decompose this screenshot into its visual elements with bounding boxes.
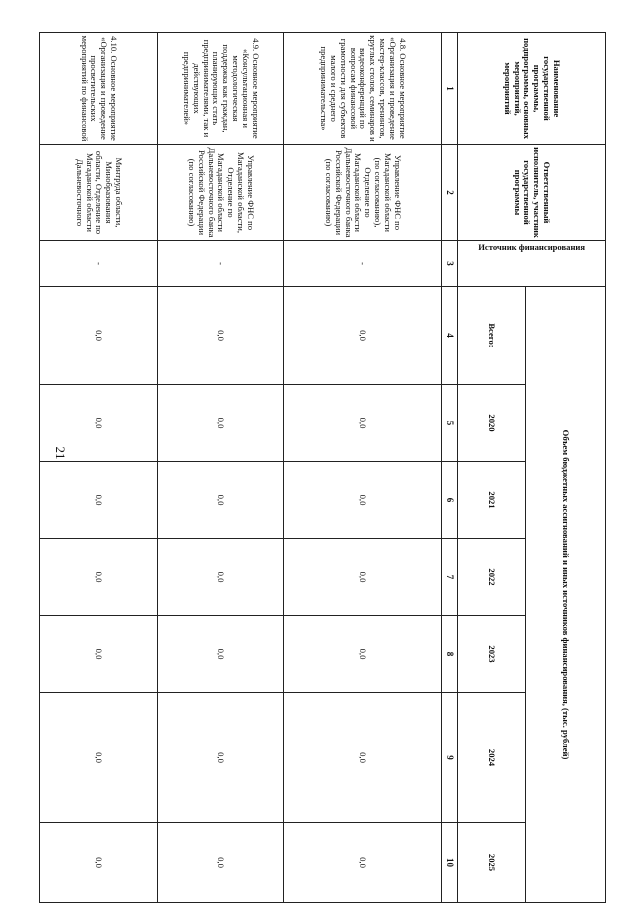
- value-2022: 0,0: [158, 539, 284, 616]
- value-2024: 0,0: [284, 693, 442, 823]
- page-number: 21: [53, 446, 68, 460]
- value-2025: 0,0: [40, 823, 158, 903]
- value-2023: 0,0: [284, 616, 442, 693]
- header-year-2022: 2022: [458, 539, 526, 616]
- header-year-total: Всего:: [458, 287, 526, 385]
- col-index: 1: [442, 33, 458, 145]
- row-executor: Управление ФНС по Магаданской области, Отделение по Магаданской области Дальневосточного банка Российской Федерации (по согласованию): [158, 145, 284, 241]
- value-2020: 0,0: [284, 385, 442, 462]
- col-index: 9: [442, 693, 458, 823]
- header-source-label: Источник финансирования: [478, 242, 585, 252]
- col-index: 5: [442, 385, 458, 462]
- value-2022: 0,0: [284, 539, 442, 616]
- row-source: -: [40, 241, 158, 287]
- col-index: 7: [442, 539, 458, 616]
- value-total: 0,0: [284, 287, 442, 385]
- rotated-table-container: [40, 32, 606, 902]
- row-name: 4.9. Основное мероприятие «Консультационная и методологическая поддержка как граждан, планирующих стать предпринимателями, так и действующих предпринимателей»: [158, 33, 284, 145]
- value-2023: 0,0: [158, 616, 284, 693]
- row-source: -: [158, 241, 284, 287]
- header-executor: Ответственный исполнитель, участник государственной программы: [458, 145, 606, 241]
- value-2021: 0,0: [40, 462, 158, 539]
- header-year-2025: 2025: [458, 823, 526, 903]
- column-index-row: [442, 33, 458, 903]
- value-2025: 0,0: [284, 823, 442, 903]
- value-total: 0,0: [40, 287, 158, 385]
- col-index: 2: [442, 145, 458, 241]
- col-index: 4: [442, 287, 458, 385]
- table-row: [158, 33, 284, 903]
- header-year-2020: 2020: [458, 385, 526, 462]
- value-total: 0,0: [158, 287, 284, 385]
- row-source: -: [284, 241, 442, 287]
- value-2024: 0,0: [158, 693, 284, 823]
- value-2022: 0,0: [40, 539, 158, 616]
- financing-table: [39, 32, 606, 903]
- header-name: Наименование государственной программы, подпрограммы, основных мероприятий, мероприятий: [458, 33, 606, 145]
- header-funding-group: Объем бюджетных ассигнований и иных источников финансирования, (тыс. рублей): [526, 287, 606, 903]
- col-index: 3: [442, 241, 458, 287]
- value-2021: 0,0: [284, 462, 442, 539]
- header-year-2024: 2024: [458, 693, 526, 823]
- value-2021: 0,0: [158, 462, 284, 539]
- header-source: [458, 241, 606, 287]
- row-executor: Минтруда области, Минобразования области, Отделение по Магаданской области Дальневосточного: [40, 145, 158, 241]
- col-index: 8: [442, 616, 458, 693]
- header-year-2023: 2023: [458, 616, 526, 693]
- value-2025: 0,0: [158, 823, 284, 903]
- table-row: [284, 33, 442, 903]
- row-name: 4.10. Основное мероприятие «Организация и проведение просветительских мероприятий по финансовой: [40, 33, 158, 145]
- row-name: 4.8. Основное мероприятие «Организация и проведение мастер-классов, тренингов, круглых столов, семинаров и видеоконференций по вопросам финансовой грамотности для субъектов малого и среднего предпринимательства»: [284, 33, 442, 145]
- header-year-2021: 2021: [458, 462, 526, 539]
- value-2020: 0,0: [40, 385, 158, 462]
- value-2020: 0,0: [158, 385, 284, 462]
- col-index: 10: [442, 823, 458, 903]
- value-2023: 0,0: [40, 616, 158, 693]
- row-executor: Управление ФНС по Магаданской области (по согласованию), Отделение по Магаданской области Дальневосточного банка Российской Федерации (по согласованию): [284, 145, 442, 241]
- value-2024: 0,0: [40, 693, 158, 823]
- col-index: 6: [442, 462, 458, 539]
- table-row: [40, 33, 158, 903]
